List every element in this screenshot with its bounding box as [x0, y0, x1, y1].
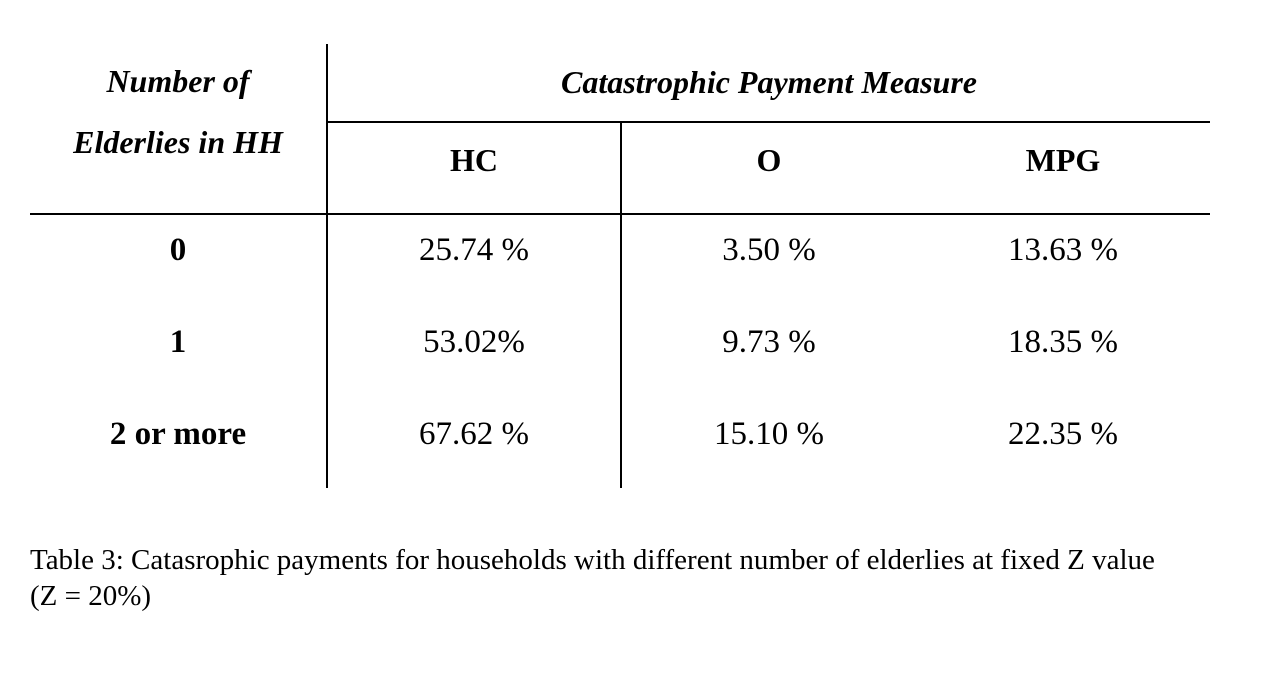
stub-header — [30, 51, 326, 173]
row-label: 2 or more — [109, 415, 247, 452]
table-cell: 15.10 % — [714, 415, 824, 452]
stub-header-line2: Elderlies in HH — [73, 124, 283, 160]
stub-header-line1: Number of — [106, 63, 250, 99]
row-label: 1 — [169, 323, 187, 360]
table-cell: 18.35 % — [1008, 323, 1118, 360]
column-header-hc: HC — [450, 141, 498, 178]
column-header-mpg: MPG — [1025, 141, 1101, 178]
caption-line1: Table 3: Catasrophic payments for households with different number of elderlies at fixed Z value — [30, 544, 1155, 576]
group-header-rule — [327, 121, 1210, 123]
column-header-o: O — [756, 141, 782, 178]
table-cell: 25.74 % — [419, 231, 529, 268]
row-label: 0 — [169, 231, 187, 268]
table-cell: 9.73 % — [722, 323, 816, 360]
table-cell: 67.62 % — [419, 415, 529, 452]
header-bottom-rule — [30, 213, 1210, 215]
data-table — [30, 44, 1210, 488]
table-cell: 22.35 % — [1008, 415, 1118, 452]
table-caption — [30, 542, 1230, 614]
group-header: Catastrophic Payment Measure — [560, 63, 977, 100]
table-cell: 13.63 % — [1008, 231, 1118, 268]
caption-line2: (Z = 20%) — [30, 580, 152, 612]
table-cell: 3.50 % — [722, 231, 816, 268]
table-cell: 53.02% — [423, 323, 525, 360]
